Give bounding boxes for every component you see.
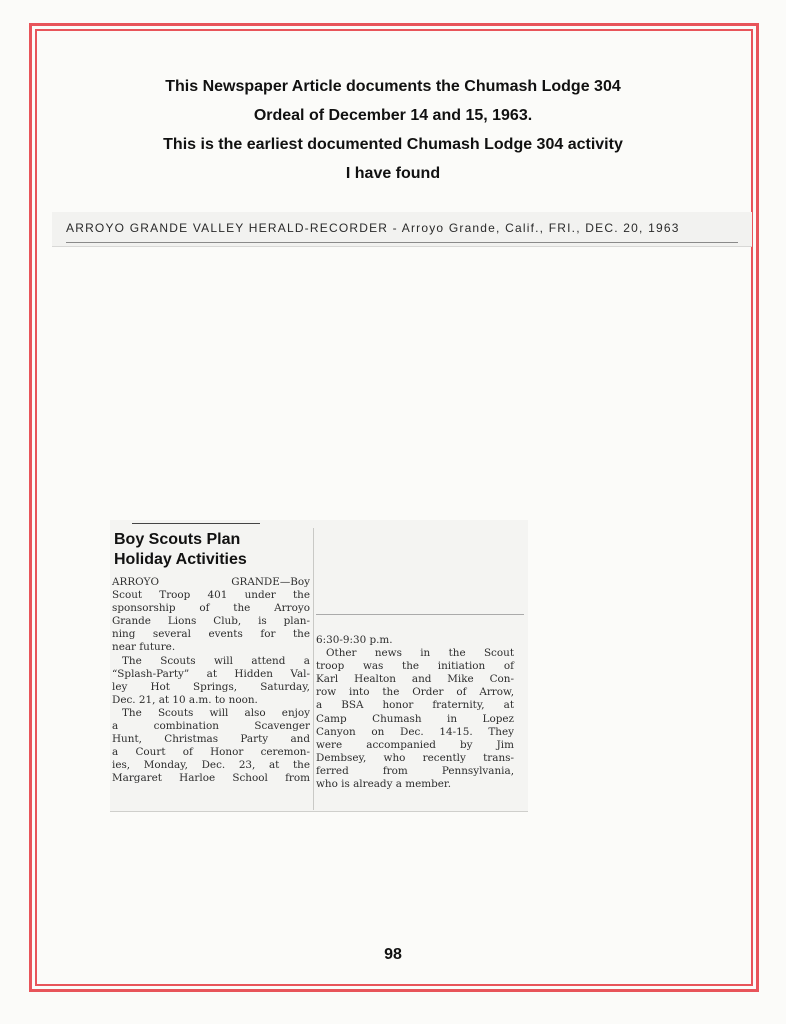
article-line: Dec. 21, at 10 a.m. to noon. <box>112 693 258 706</box>
article-line: a Court of Honor ceremon- <box>112 746 310 759</box>
article-line: a combination Scavenger <box>112 720 310 733</box>
article-column-1 <box>112 576 310 786</box>
article-line: ley Hot Springs, Saturday, <box>112 680 310 693</box>
article-line: Margaret Harloe School from <box>112 772 310 785</box>
column-separator <box>313 528 314 810</box>
column-rule <box>316 614 524 615</box>
article-headline <box>114 530 314 570</box>
article-line: Karl Healton and Mike Con- <box>316 673 514 686</box>
intro-caption <box>80 72 706 188</box>
article-line: Scout Troop 401 under the <box>112 589 310 602</box>
article-line: Grande Lions Club, is plan- <box>112 615 310 628</box>
article-line: Canyon on Dec. 14-15. They <box>316 725 514 738</box>
article-line: ies, Monday, Dec. 23, at the <box>112 759 310 772</box>
article-line: a BSA honor fraternity, at <box>316 699 514 712</box>
headline-line: Boy Scouts Plan <box>114 531 241 548</box>
article-line: troop was the initiation of <box>316 660 514 673</box>
article-line: Other news in the Scout <box>326 647 514 660</box>
intro-line: Ordeal of December 14 and 15, 1963. <box>253 107 533 124</box>
intro-line: This Newspaper Article documents the Chumash Lodge 304 <box>165 78 621 95</box>
article-line: Hunt, Christmas Party and <box>112 733 310 746</box>
headline-line: Holiday Activities <box>114 551 247 568</box>
intro-line: This is the earliest documented Chumash Lodge 304 activity <box>163 136 623 153</box>
article-line: Dembsey, who recently trans- <box>316 751 514 764</box>
article-line: “Splash-Party” at Hidden Val- <box>112 667 310 680</box>
intro-line: I have found <box>345 165 441 182</box>
article-line: ferred from Pennsylvania, <box>316 764 514 777</box>
article-clipping <box>110 520 528 812</box>
article-line: 6:30-9:30 p.m. <box>316 634 393 646</box>
headline-rule <box>132 523 260 524</box>
article-line: who is already a member. <box>316 778 452 791</box>
article-line: The Scouts will also enjoy <box>122 706 310 719</box>
article-line: ning several events for the <box>112 628 310 641</box>
clipping-bottom-edge <box>110 811 528 812</box>
article-line: near future. <box>112 641 176 654</box>
article-line: ARROYO GRANDE—Boy <box>112 576 310 588</box>
article-line: sponsorship of the Arroyo <box>112 602 310 615</box>
article-column-2 <box>316 634 514 791</box>
masthead-text: ARROYO GRANDE VALLEY HERALD-RECORDER - Arroyo Grande, Calif., FRI., DEC. 20, 1963 <box>66 221 680 235</box>
article-line: The Scouts will attend a <box>122 654 310 667</box>
masthead-rule <box>66 242 738 243</box>
article-line: row into the Order of Arrow, <box>316 686 514 699</box>
article-line: were accompanied by Jim <box>316 738 514 751</box>
newspaper-masthead <box>52 212 752 247</box>
page-number: 98 <box>384 946 402 963</box>
article-line: Camp Chumash in Lopez <box>316 712 514 725</box>
